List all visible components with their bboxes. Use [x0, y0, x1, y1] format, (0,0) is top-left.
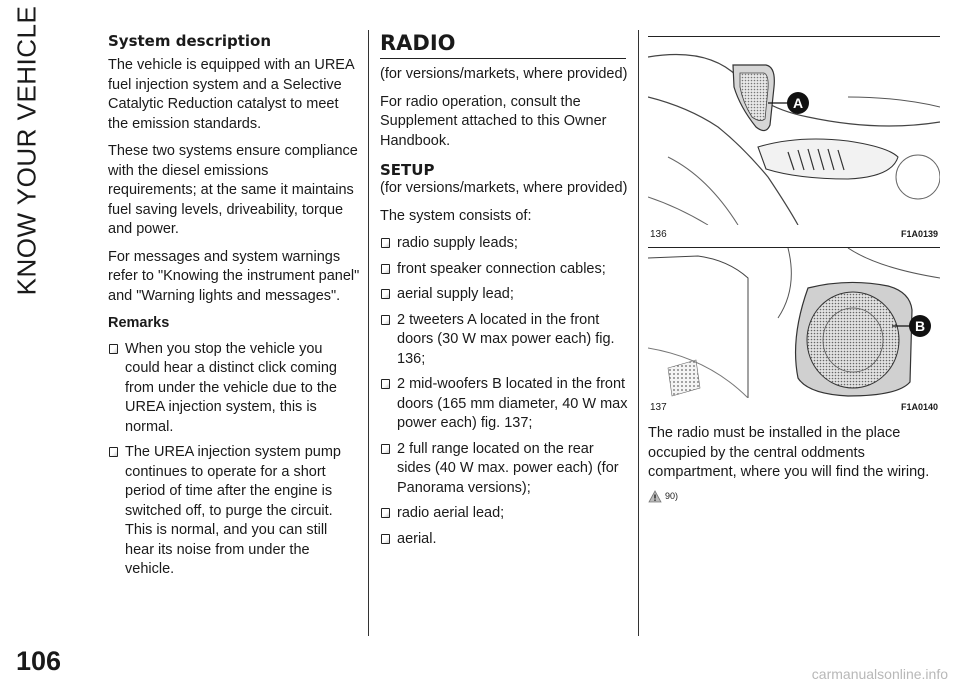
list-item: radio aerial lead;	[380, 504, 630, 524]
column-divider	[638, 30, 639, 636]
setup-note: (for versions/markets, where provided)	[380, 180, 628, 196]
tweeter-illustration	[648, 37, 940, 225]
checkbox-bullet-icon	[381, 534, 390, 544]
warning-triangle-icon	[648, 490, 662, 503]
figure-number: 137	[650, 401, 667, 413]
list-item: When you stop the vehicle you could hear a distinct click coming from under the vehicle due to the UREA injection system, this is normal.	[108, 340, 360, 438]
installation-text: The radio must be installed in the place occupied by the central oddments compartment, where you will find the wiring.	[648, 425, 930, 480]
figure-137	[648, 247, 940, 414]
paragraph: These two systems ensure compliance with the diesel emissions requirements; at the same it maintains fuel saving levels, driveability, torque and power.	[108, 143, 358, 237]
callout-b-label: B	[914, 318, 926, 334]
checkbox-bullet-icon	[381, 508, 390, 518]
list-item: radio supply leads;	[380, 234, 630, 254]
column-figures	[648, 36, 948, 506]
checkbox-bullet-icon	[381, 444, 390, 454]
figure-code: F1A0139	[900, 228, 938, 239]
list-item: The UREA injection system pump continues to operate for a short period of time after the engine is switched off, to purge the circuit. This is normal, and you can still hear its noise from under the vehicle.	[108, 443, 360, 580]
column-divider	[368, 30, 369, 636]
checkbox-bullet-icon	[381, 238, 390, 248]
column-radio	[380, 32, 630, 555]
page-number: 106	[16, 646, 62, 676]
paragraph: The vehicle is equipped with an UREA fuel injection system and a Selective Catalytic Reduction catalyst to meet the emission standards.	[108, 57, 354, 132]
list-item: 2 tweeters A located in the front doors (30 W max power each) fig. 136;	[380, 311, 630, 370]
checkbox-bullet-icon	[381, 289, 390, 299]
figure-number: 136	[650, 228, 667, 240]
paragraph: For messages and system warnings refer to "Knowing the instrument panel" and "Warning lights and messages".	[108, 248, 360, 304]
warning-ref-number: 90)	[665, 490, 679, 501]
consists-text: The system consists of:	[380, 207, 532, 224]
checkbox-bullet-icon	[381, 379, 390, 389]
checkbox-bullet-icon	[109, 447, 118, 457]
components-list	[380, 234, 630, 549]
checkbox-bullet-icon	[381, 264, 390, 274]
radio-note: (for versions/markets, where provided)	[380, 66, 628, 82]
radio-heading: RADIO	[380, 32, 626, 59]
checkbox-bullet-icon	[109, 344, 118, 354]
list-item: 2 full range located on the rear sides (40 W max. power each) (for Panorama versions);	[380, 440, 630, 499]
list-item: front speaker connection cables;	[380, 260, 630, 280]
radio-text: For radio operation, consult the Supplement attached to this Owner Handbook.	[380, 93, 607, 149]
checkbox-bullet-icon	[381, 315, 390, 325]
list-item: 2 mid-woofers B located in the front doors (165 mm diameter, 40 W max power each) fig. 137;	[380, 375, 630, 434]
figure-136	[648, 36, 940, 241]
section-title-text: KNOW YOUR VEHICLE	[11, 5, 42, 295]
figure-caption	[648, 225, 940, 241]
figure-code: F1A0140	[900, 401, 938, 412]
mid-woofer-illustration	[648, 248, 940, 398]
system-description-heading: System description	[108, 32, 272, 50]
figure-caption	[648, 398, 940, 414]
column-system-description	[108, 32, 360, 586]
footer-watermark: carmanualsonline.info	[811, 666, 948, 682]
remarks-heading: Remarks	[108, 315, 170, 331]
warning-reference	[648, 487, 948, 507]
section-sidebar-title	[4, 5, 50, 295]
callout-a-label: A	[792, 95, 804, 111]
setup-heading: SETUP	[380, 161, 435, 179]
remarks-list	[108, 340, 360, 580]
list-item: aerial.	[380, 530, 630, 550]
list-item: aerial supply lead;	[380, 285, 630, 305]
